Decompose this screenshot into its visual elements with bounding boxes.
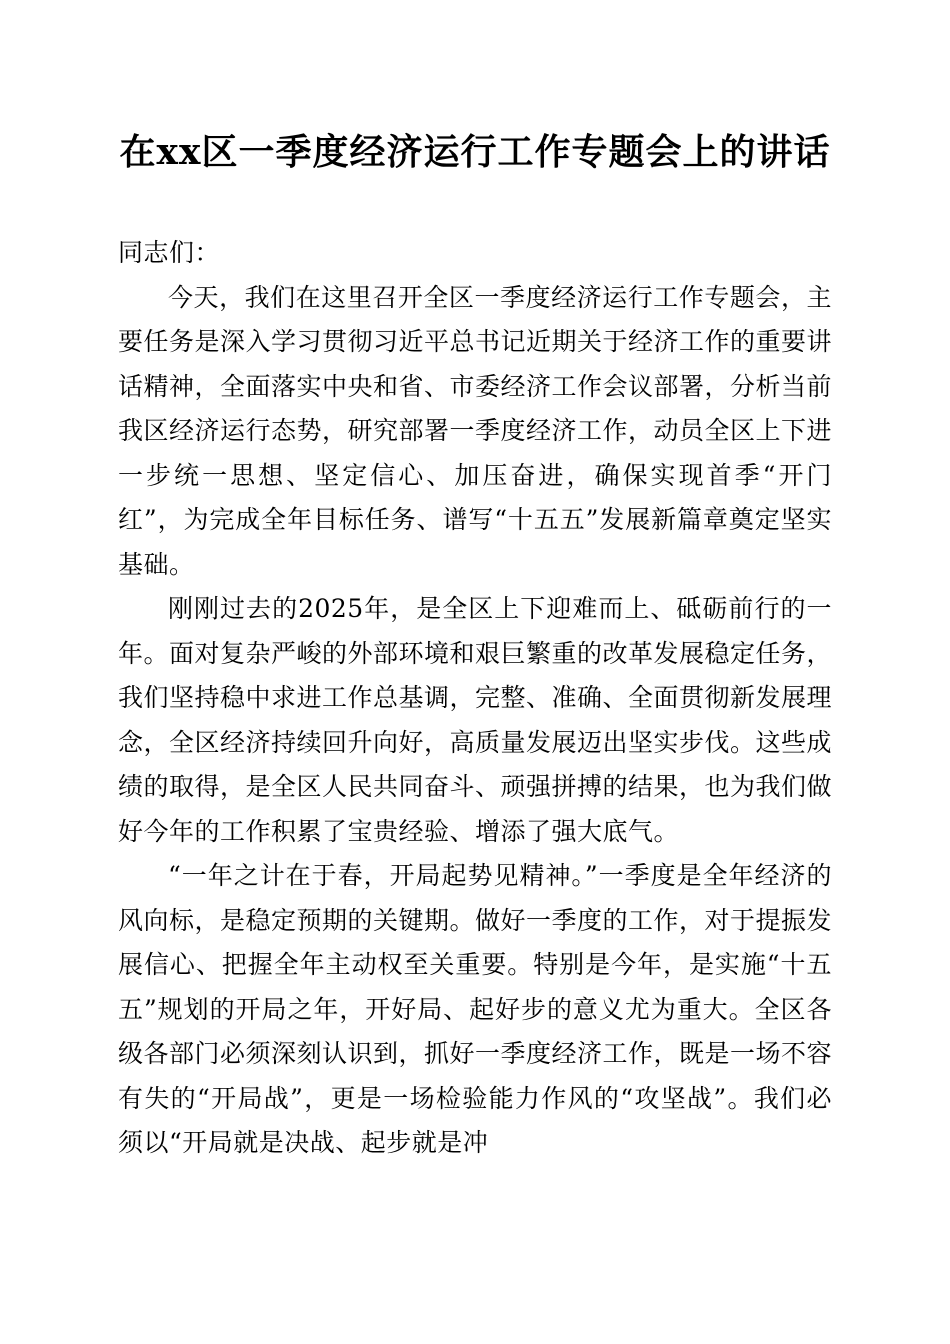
paragraph-review-2025: 刚刚过去的2025年，是全区上下迎难而上、砥砺前行的一年。面对复杂严峻的外部环境和艰巨繁重的改革发展稳定任务，我们坚持稳中求进工作总基调，完整、准确、全面贯彻新发展理念，全区经济持续回升向好，高质量发展迈出坚实步伐。这些成绩的取得，是全区人民共同奋斗、顽强拼搏的结果，也为我们做好今年的工作积累了宝贵经验、增添了强大底气。	[118, 594, 833, 846]
document-body	[118, 231, 832, 1166]
document-title: 在xx区一季度经济运行工作专题会上的讲话	[119, 131, 831, 173]
salutation-line: 同志们：	[118, 238, 221, 267]
paragraph-first-quarter-importance: “一年之计在于春，开局起势见精神。”一季度是全年经济的风向标，是稳定预期的关键期。做好一季度的工作，对于提振发展信心、把握全年主动权至关重要。特别是今年，是实施“十五五”规划的开局之年，开好局、起好步的意义尤为重大。全区各级各部门必须深刻认识到，抓好一季度经济工作，既是一场不容有失的“开局战”，更是一场检验能力作风的“攻坚战”。我们必须以“开局就是决战、起步就是冲	[118, 861, 833, 1157]
paragraph-opening: 今天，我们在这里召开全区一季度经济运行工作专题会，主要任务是深入学习贯彻习近平总书记近期关于经济工作的重要讲话精神，全面落实中央和省、市委经济工作会议部署，分析当前我区经济运行态势，研究部署一季度经济工作，动员全区上下进一步统一思想、坚定信心、加压奋进，确保实现首季“开门红”，为完成全年目标任务、谱写“十五五”发展新篇章奠定坚实基础。	[118, 282, 833, 579]
